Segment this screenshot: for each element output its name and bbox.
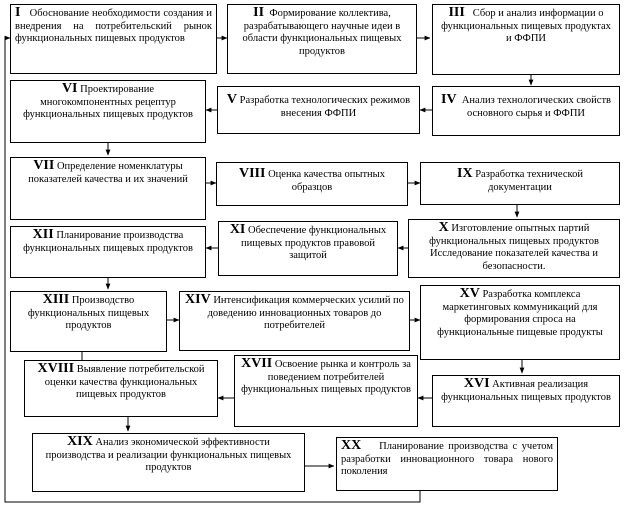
stage-4-number: IV <box>441 92 457 107</box>
stage-10-number: X <box>438 220 449 235</box>
stage-5-box <box>217 86 420 134</box>
stage-14-text: Интенсификация коммерческих усилий по доведению инновационных товаров до потребителей <box>207 295 404 332</box>
stage-16-box <box>432 375 620 427</box>
stage-11-number: XI <box>229 222 246 237</box>
stage-7-number: VII <box>33 158 55 173</box>
stage-5-number: V <box>226 92 238 107</box>
stage-6-box <box>10 80 206 143</box>
stage-1-text: Обоснование необходимости создания и внедрения на потребительский рынок функциональных пищевых продуктов <box>15 8 212 45</box>
stage-16-number: XVI <box>463 376 490 391</box>
stage-5-text: Разработка технологических режимов внесения ФФПИ <box>239 95 411 119</box>
stage-19-box <box>32 433 305 492</box>
stage-3-number: III <box>448 5 465 20</box>
stage-2-box <box>227 4 417 74</box>
stage-11-box <box>218 221 398 276</box>
stage-1-number: I <box>15 5 21 20</box>
stage-20-text: Планирование производства с учетом разработки инновационного товара нового поколения <box>341 441 554 478</box>
stage-20-box <box>336 437 558 491</box>
stage-6-number: VI <box>61 81 78 96</box>
stage-3-box <box>432 4 620 75</box>
stage-13-number: XIII <box>42 292 70 307</box>
stage-6-text: Проектирование многокомпонентных рецептур функциональных пищевых продуктов <box>23 84 193 121</box>
stage-9-box <box>420 162 620 205</box>
stage-8-text: Оценка качества опытных образцов <box>268 169 385 193</box>
stage-17-box <box>234 355 418 427</box>
stage-2-number: II <box>253 5 265 20</box>
stage-19-text: Анализ экономической эффективности производства и реализации функциональных пищевых продуктов <box>45 437 292 474</box>
stage-17-number: XVII <box>241 356 273 371</box>
stage-4-box <box>432 86 620 136</box>
stage-4-text: Анализ технологических свойств основного сырья и ФФПИ <box>461 95 611 119</box>
stage-10-text: Изготовление опытных партий функциональных пищевых продуктов Исследование показателей качества и безопасности. <box>429 223 599 272</box>
stage-10-box <box>408 219 620 278</box>
stage-8-number: VIII <box>239 166 266 181</box>
stage-11-text: Обеспечение функциональных пищевых продуктов правовой защитой <box>241 225 387 262</box>
stage-8-box <box>216 162 408 206</box>
stage-3-text: Сбор и анализ информации о функциональных пищевых продуктах и ФФПИ <box>441 8 611 45</box>
stage-14-number: XIV <box>185 292 211 307</box>
stage-19-number: XIX <box>67 434 93 449</box>
stage-7-box <box>10 157 206 220</box>
stage-20-number: XX <box>341 438 362 453</box>
stage-15-text: Разработка комплекса маркетинговых коммуникаций для формирования спроса на функциональные пищевые продукты <box>437 289 603 338</box>
stage-12-text: Планирование производства функциональных пищевых продуктов <box>23 230 193 254</box>
stage-16-text: Активная реализация функциональных пищевых продуктов <box>441 379 611 403</box>
stage-9-text: Разработка технической документации <box>475 169 583 193</box>
stage-15-number: XV <box>459 286 480 301</box>
stage-13-text: Производство функциональных пищевых продуктов <box>27 295 150 332</box>
stage-1-box <box>10 4 217 74</box>
stage-14-box <box>179 291 410 351</box>
stage-2-text: Формирование коллектива, разрабатывающего научные идеи в области функциональных пищевых продуктов <box>242 8 402 57</box>
stage-12-box <box>10 226 206 278</box>
stage-9-number: IX <box>457 166 473 181</box>
stage-17-text: Освоение рынка и контроль за поведением потребителей функциональных пищевых продуктов <box>241 359 411 396</box>
stage-18-number: XVIII <box>37 361 75 376</box>
stage-18-box <box>24 360 218 417</box>
stage-12-number: XII <box>32 227 54 242</box>
stage-13-box <box>10 291 167 352</box>
stage-15-box <box>420 285 620 360</box>
stage-18-text: Выявление потребительской оценки качества функциональных пищевых продуктов <box>44 364 205 401</box>
stage-7-text: Определение номенклатуры показателей качества и их значений <box>28 161 188 185</box>
